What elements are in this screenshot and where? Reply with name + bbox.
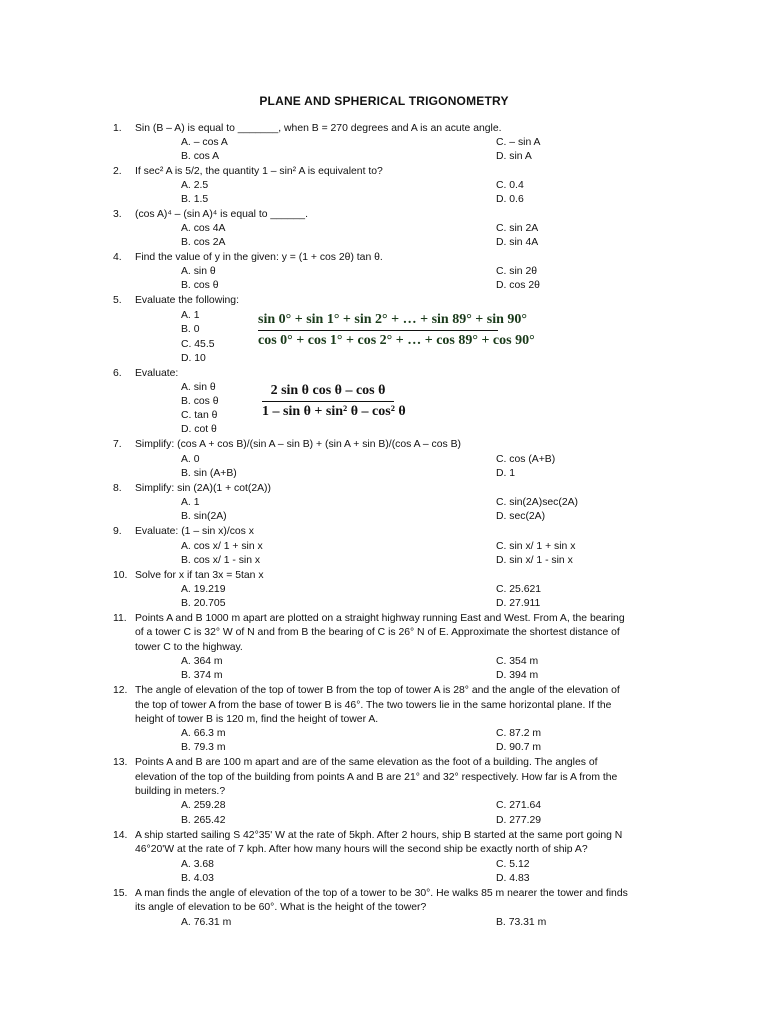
question-text-line: 46°20'W at the rate of 7 kph. After how many hours will the second ship be exactly north of ship A? — [135, 844, 588, 855]
option-a: A. cos x/ 1 + sin x — [181, 541, 263, 552]
option-a: A. 0 — [181, 454, 200, 465]
question-text-line: tower C to the highway. — [135, 642, 243, 653]
question-text: If sec² A is 5/2, the quantity 1 – sin² A is equivalent to? — [135, 166, 383, 177]
question-text-line: elevation of the top of the building from points A and B are 21° and 32° respectively. How far is A from the — [135, 772, 618, 783]
option-c: C. cos (A+B) — [496, 454, 556, 465]
question-number: 7. — [113, 439, 122, 450]
option-c: C. tan θ — [181, 410, 218, 421]
option-a: A. 3.68 — [181, 859, 214, 870]
option-d: D. sin A — [496, 151, 532, 162]
option-b: B. cos θ — [181, 280, 219, 291]
option-a: A. 259.28 — [181, 800, 226, 811]
option-d: D. 10 — [181, 353, 206, 364]
option-b: B. 20.705 — [181, 598, 226, 609]
option-b: B. 1.5 — [181, 194, 209, 205]
option-a: A. – cos A — [181, 137, 228, 148]
option-b: B. cos θ — [181, 396, 219, 407]
option-c: C. 5.12 — [496, 859, 530, 870]
option-d: D. 0.6 — [496, 194, 524, 205]
question-number: 14. — [113, 830, 128, 841]
option-b: B. 265.42 — [181, 815, 226, 826]
question-text-line: height of tower B is 120 m, find the height of tower A. — [135, 714, 379, 725]
option-b: B. 79.3 m — [181, 742, 226, 753]
option-d: D. 27.911 — [496, 598, 541, 609]
question-number: 6. — [113, 368, 122, 379]
option-b: B. sin (A+B) — [181, 468, 237, 479]
option-b: B. cos A — [181, 151, 220, 162]
question-text-line: Points A and B are 100 m apart and are of the same elevation as the foot of a building. The angles of — [135, 757, 598, 768]
formula-fraction — [258, 312, 535, 349]
formula-denominator: cos 0° + cos 1° + cos 2° + … + cos 89° + cos 90° — [258, 333, 535, 348]
question-text: Find the value of y in the given: y = (1 + cos 2θ) tan θ. — [135, 252, 383, 263]
question-number: 9. — [113, 526, 122, 537]
formula-denominator: 1 – sin θ + sin² θ – cos² θ — [262, 404, 406, 419]
option-d: D. 90.7 m — [496, 742, 542, 753]
option-a: A. 1 — [181, 310, 200, 321]
option-c: C. sin 2θ — [496, 266, 538, 277]
option-c: C. – sin A — [496, 137, 541, 148]
option-c: C. sin 2A — [496, 223, 539, 234]
question-number: 11. — [113, 613, 127, 624]
question-text-line: Points A and B 1000 m apart are plotted on a straight highway running East and West. From A, the bearing — [135, 613, 625, 624]
fraction-bar — [262, 401, 394, 402]
option-b: B. 0 — [181, 324, 200, 335]
option-a: A. 76.31 m — [181, 917, 232, 928]
page-title: PLANE AND SPHERICAL TRIGONOMETRY — [259, 94, 509, 108]
option-a: A. 364 m — [181, 656, 223, 667]
option-a: A. sin θ — [181, 266, 216, 277]
option-c: C. 45.5 — [181, 339, 215, 350]
question-number: 13. — [113, 757, 128, 768]
option-a: A. 66.3 m — [181, 728, 226, 739]
option-a: A. cos 4A — [181, 223, 226, 234]
option-d: D. sin 4A — [496, 237, 539, 248]
question-number: 10. — [113, 570, 128, 581]
question-text: (cos A)⁴ – (sin A)⁴ is equal to ______. — [135, 209, 308, 220]
question-text-line: the top of tower A from the base of tower B is 46°. The two towers lie in the same horizontal plane. If the — [135, 700, 612, 711]
question-text-line: of a tower C is 32° W of N and from B the bearing of C is 26° N of E. Approximate the shortest distance of — [135, 627, 620, 638]
question-text: Evaluate: — [135, 368, 179, 379]
option-d: D. cos 2θ — [496, 280, 540, 291]
formula-numerator: sin 0° + sin 1° + sin 2° + … + sin 89° + sin 90° — [258, 312, 528, 327]
question-number: 3. — [113, 209, 122, 220]
question-number: 12. — [113, 685, 128, 696]
formula-numerator: 2 sin θ cos θ – cos θ — [270, 383, 386, 398]
option-a: A. 19.219 — [181, 584, 226, 595]
option-d: D. cot θ — [181, 424, 217, 435]
option-d: D. 1 — [496, 468, 516, 479]
option-d: D. 277.29 — [496, 815, 542, 826]
question-text-line: The angle of elevation of the top of tower B from the top of tower A is 28° and the angle of the elevation of — [135, 685, 620, 696]
question-number: 1. — [113, 123, 122, 134]
option-c: C. sin x/ 1 + sin x — [496, 541, 576, 552]
option-c: C. 354 m — [496, 656, 539, 667]
question-text-line: A man finds the angle of elevation of the top of a tower to be 30°. He walks 85 m nearer the tower and finds — [135, 888, 628, 899]
option-d: D. 4.83 — [496, 873, 530, 884]
option-a: A. 2.5 — [181, 180, 209, 191]
option-b: B. 4.03 — [181, 873, 214, 884]
question-text-line: building in meters.? — [135, 786, 226, 797]
fraction-bar — [258, 330, 498, 331]
option-d: D. sin x/ 1 - sin x — [496, 555, 573, 566]
option-b: B. 73.31 m — [496, 917, 547, 928]
question-number: 15. — [113, 888, 128, 899]
question-text-line: A ship started sailing S 42°35' W at the rate of 5kph. After 2 hours, ship B started at the same port going N — [135, 830, 623, 841]
option-c: C. 87.2 m — [496, 728, 542, 739]
option-b: B. cos 2A — [181, 237, 226, 248]
question-text: Sin (B – A) is equal to _______, when B = 270 degrees and A is an acute angle. — [135, 123, 502, 134]
question-text: Simplify: sin (2A)(1 + cot(2A)) — [135, 483, 271, 494]
formula-fraction — [262, 383, 406, 420]
option-d: D. 394 m — [496, 670, 539, 681]
option-a: A. sin θ — [181, 382, 216, 393]
option-c: C. 271.64 — [496, 800, 542, 811]
option-b: B. sin(2A) — [181, 511, 227, 522]
question-number: 2. — [113, 166, 122, 177]
question-text: Evaluate the following: — [135, 295, 239, 306]
option-a: A. 1 — [181, 497, 200, 508]
question-number: 4. — [113, 252, 122, 263]
option-d: D. sec(2A) — [496, 511, 546, 522]
question-text: Evaluate: (1 – sin x)/cos x — [135, 526, 254, 537]
question-text: Simplify: (cos A + cos B)/(sin A – sin B) + (sin A + sin B)/(cos A – cos B) — [135, 439, 461, 450]
option-c: C. sin(2A)sec(2A) — [496, 497, 578, 508]
option-b: B. cos x/ 1 - sin x — [181, 555, 261, 566]
question-text: Solve for x if tan 3x = 5tan x — [135, 570, 264, 581]
question-number: 8. — [113, 483, 122, 494]
question-number: 5. — [113, 295, 122, 306]
option-c: C. 0.4 — [496, 180, 524, 191]
question-text-line: its angle of elevation to be 60°. What is the height of the tower? — [135, 902, 427, 913]
option-b: B. 374 m — [181, 670, 223, 681]
option-c: C. 25.621 — [496, 584, 542, 595]
